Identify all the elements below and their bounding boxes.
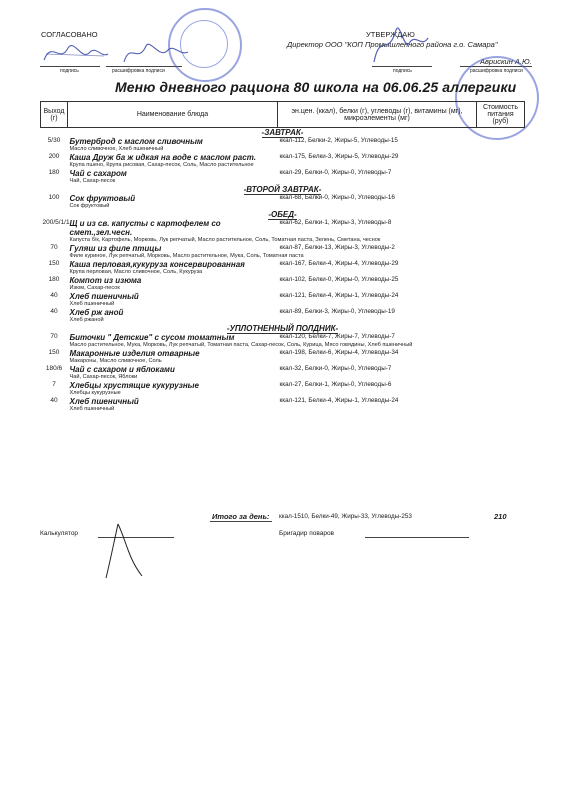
dish-cost (477, 244, 525, 253)
dish-nutrition: ккал-175, Белки-3, Жиры-5, Углеводы-29 (279, 153, 399, 160)
section-row (41, 210, 525, 219)
dish-cost (477, 194, 525, 203)
dish-nutrition: ккал-89, Белки-3, Жиры-0, Углеводы-19 (279, 308, 395, 315)
approve-label: УТВЕРЖДАЮ (366, 30, 415, 39)
dish-output: 180/6 (45, 365, 63, 372)
dish-nutrition: ккал-120, Белки-7, Жиры-7, Углеводы-7 (279, 333, 395, 340)
dish-output: 100 (48, 194, 60, 201)
ingredients-row (41, 146, 525, 153)
menu-table (40, 101, 525, 413)
calculator-label: Калькулятор (40, 530, 79, 537)
total-nutrition: ккал-1510, Белки-49, Жиры-33, Углеводы-253 (279, 513, 412, 520)
section-title (41, 210, 525, 219)
dish-output: 180 (48, 276, 60, 283)
dish-cost (477, 276, 525, 285)
dish-cell (68, 365, 278, 374)
dish-cell (68, 276, 278, 285)
dish-name: Каша Друж ба ж идкая на воде с маслом раст. (69, 153, 256, 162)
col-header-name: Наименование блюда (68, 102, 278, 128)
dish-ingredients: Макароны, Масло сливочное, Соль (69, 358, 162, 364)
section-row (41, 185, 525, 194)
ingredients-spacer (41, 269, 68, 276)
ingredients-row (41, 374, 525, 381)
calculator-signature (98, 522, 148, 582)
dish-nutrition: ккал-198, Белки-6, Жиры-4, Углеводы-34 (279, 349, 399, 356)
dish-output: 200 (48, 153, 60, 160)
dish-ingredients: Хлебцы кукурузные (69, 390, 121, 396)
ingredients-cell (68, 301, 525, 308)
ingredients-cell (68, 406, 525, 413)
ingredients-row (41, 285, 525, 292)
dish-cell (68, 292, 278, 301)
table-row (41, 397, 525, 406)
table-row (41, 219, 525, 237)
director-position: Директор ООО "КОП Промышленного района г.о. Самара" (287, 40, 498, 49)
dish-cost (477, 333, 525, 342)
dish-cell (68, 381, 278, 390)
table-row (41, 333, 525, 342)
dish-cell (68, 153, 278, 162)
ingredients-spacer (41, 237, 68, 244)
chef-label: Бригадир поваров (279, 530, 335, 537)
ingredients-cell (68, 253, 525, 260)
section-title-text: -ВТОРОЙ ЗАВТРАК- (243, 185, 322, 194)
dish-nutrition: ккал-121, Белки-4, Жиры-1, Углеводы-24 (279, 292, 399, 299)
dish-nutrition: ккал-87, Белки-13, Жиры-3, Углеводы-2 (279, 244, 395, 251)
dish-nutrition: ккал-102, Белки-0, Жиры-0, Углеводы-25 (279, 276, 399, 283)
dish-ingredients: Капуста б/к, Картофель, Морковь, Лук репчатый, Масло растительное, Соль, Томатная паста, Зелень, Сметана, чеснок (69, 237, 381, 243)
ingredients-spacer (41, 317, 68, 324)
dish-ingredients: Изюм, Сахар-песок (69, 285, 120, 291)
dish-nutrition: ккал-167, Белки-4, Жиры-4, Углеводы-29 (279, 260, 399, 267)
ingredients-spacer (41, 285, 68, 292)
right-caption-decode: расшифровка подписи (470, 68, 523, 74)
director-name: Аврискин А.Ю. (480, 57, 532, 66)
section-title (41, 324, 525, 333)
ingredients-row (41, 358, 525, 365)
section-title-text: -УПЛОТНЕННЫЙ ПОЛДНИК- (226, 324, 339, 333)
dish-ingredients: Крупа пшено, Крупа рисовая, Сахар-песок, Соль, Масло растительное (69, 162, 254, 168)
ingredients-row (41, 203, 525, 210)
dish-ingredients: Сок фруктовый (69, 203, 110, 209)
dish-output: 150 (48, 349, 60, 356)
dish-cell (68, 219, 278, 237)
dish-name: Гуляш из филе птицы (69, 244, 162, 253)
dish-cost (477, 365, 525, 374)
dish-name: Макаронные изделия отварные (69, 349, 200, 358)
dish-cost (477, 219, 525, 237)
dish-name: Биточки " Детские" с сусом томатным (69, 333, 235, 342)
dish-cost (477, 153, 525, 162)
section-row (41, 128, 525, 138)
table-row (41, 292, 525, 301)
ingredients-row (41, 237, 525, 244)
table-row (41, 137, 525, 146)
ingredients-cell (68, 285, 525, 292)
ingredients-spacer (41, 342, 68, 349)
ingredients-spacer (41, 162, 68, 169)
ingredients-cell (68, 178, 525, 185)
col-header-out: Выход (г) (41, 102, 68, 128)
dish-cost (477, 349, 525, 358)
ingredients-row (41, 178, 525, 185)
ingredients-spacer (41, 358, 68, 365)
dish-name: Чай с сахаром и яблоками (69, 365, 175, 374)
ingredients-spacer (41, 178, 68, 185)
ingredients-spacer (41, 406, 68, 413)
dish-cell (68, 308, 278, 317)
dish-nutrition: ккал-32, Белки-0, Жиры-0, Углеводы-7 (279, 365, 392, 372)
dish-output: 5/30 (47, 137, 61, 144)
table-row (41, 169, 525, 178)
dish-nutrition: ккал-62, Белки-1, Жиры-3, Углеводы-8 (279, 219, 392, 226)
dish-cell (68, 194, 278, 203)
page-title: Меню дневного рациона 80 школа на 06.06.25 аллергики (115, 79, 517, 95)
dish-ingredients: Масло растительное, Мука, Морковь, Лук репчатый, Томатная паста, Сахар-песок, Соль, Курица, Мясо говядины, Хлеб пшеничный (69, 342, 413, 348)
ingredients-row (41, 269, 525, 276)
ingredients-row (41, 301, 525, 308)
dish-nutrition: ккал-121, Белки-4, Жиры-1, Углеводы-24 (279, 397, 399, 404)
dish-output: 40 (50, 397, 58, 404)
section-title (41, 128, 525, 138)
dish-name: Чай с сахаром (69, 169, 127, 178)
dish-ingredients: Масло сливочное, Хлеб пшеничный (69, 146, 164, 152)
right-signature-line (372, 66, 432, 67)
dish-nutrition: ккал-112, Белки-2, Жиры-5, Углеводы-15 (279, 137, 398, 144)
dish-cell (68, 260, 278, 269)
section-row (41, 324, 525, 333)
table-row (41, 194, 525, 203)
chef-sign-line (365, 537, 469, 538)
dish-name: Сок фруктовый (69, 194, 136, 203)
dish-ingredients: Хлеб пшеничный (69, 406, 115, 412)
ingredients-row (41, 317, 525, 324)
ingredients-spacer (41, 146, 68, 153)
dish-cost (477, 260, 525, 269)
dish-nutrition: ккал-29, Белки-0, Жиры-0, Углеводы-7 (279, 169, 392, 176)
dish-name: Хлеб пшеничный (69, 292, 139, 301)
table-row (41, 308, 525, 317)
left-caption-signature: подпись (60, 68, 79, 74)
dish-cost (477, 292, 525, 301)
ingredients-row (41, 406, 525, 413)
dish-ingredients: Филе куриное, Лук репчатый, Морковь, Масло растительное, Мука, Соль, Томатная паста (69, 253, 304, 259)
section-title (41, 185, 525, 194)
table-row (41, 260, 525, 269)
ingredients-spacer (41, 390, 68, 397)
seal-stamp-left-inner (180, 20, 228, 68)
total-underline (210, 521, 272, 522)
dish-name: Хлебцы хрустящие кукурузные (69, 381, 199, 390)
table-row (41, 244, 525, 253)
ingredients-spacer (41, 374, 68, 381)
dish-output: 7 (52, 381, 56, 388)
dish-ingredients: Хлеб пшеничный (69, 301, 115, 307)
dish-nutrition: ккал-27, Белки-1, Жиры-0, Углеводы-6 (279, 381, 392, 388)
dish-cell (68, 244, 278, 253)
col-header-cost: Стоимость питания (руб) (477, 102, 525, 128)
ingredients-row (41, 162, 525, 169)
ingredients-cell (68, 269, 525, 276)
left-caption-decode: расшифровка подписи (112, 68, 165, 74)
table-row (41, 349, 525, 358)
dish-cell (68, 349, 278, 358)
dish-cell (68, 169, 278, 178)
table-row (41, 276, 525, 285)
ingredients-spacer (41, 301, 68, 308)
dish-cost (477, 308, 525, 317)
ingredients-cell (68, 390, 525, 397)
dish-ingredients: Крупа перловая, Масло сливочное, Соль, Кукуруза (69, 269, 203, 275)
ingredients-cell (68, 146, 525, 153)
ingredients-cell (68, 358, 525, 365)
table-row (41, 381, 525, 390)
dish-cost (477, 397, 525, 406)
ingredients-row (41, 342, 525, 349)
dish-output: 70 (50, 244, 58, 251)
dish-nutrition: ккал-68, Белки-0, Жиры-0, Углеводы-16 (279, 194, 395, 201)
ingredients-cell (68, 342, 525, 349)
dish-name: Хлеб рж аной (69, 308, 124, 317)
table-row (41, 365, 525, 374)
dish-ingredients: Хлеб ржаной (69, 317, 104, 323)
dish-cell (68, 137, 278, 146)
dish-ingredients: Чай, Сахар-песок (69, 178, 116, 184)
ingredients-cell (68, 162, 525, 169)
right-caption-signature: подпись (393, 68, 412, 74)
approved-label: СОГЛАСОВАНО (41, 30, 98, 39)
ingredients-spacer (41, 253, 68, 260)
dish-ingredients: Чай, Сахар-песок, Яблоки (69, 374, 138, 380)
section-title-text: -ОБЕД- (268, 210, 297, 219)
ingredients-row (41, 253, 525, 260)
ingredients-spacer (41, 203, 68, 210)
dish-output: 40 (50, 308, 58, 315)
table-row (41, 153, 525, 162)
dish-output: 70 (50, 333, 58, 340)
dish-name: Хлеб пшеничный (69, 397, 139, 406)
dish-name: Каша перловая,кукуруза консервированная (69, 260, 245, 269)
dish-output: 200/5/1/1 (42, 219, 70, 226)
ingredients-row (41, 390, 525, 397)
ingredients-cell (68, 317, 525, 324)
total-cost: 210 (494, 512, 507, 521)
dish-cost (477, 137, 525, 146)
dish-cell (68, 333, 278, 342)
dish-name: Компот из изюма (69, 276, 142, 285)
ingredients-cell (68, 237, 525, 244)
dish-output: 180 (48, 169, 60, 176)
right-signature (370, 22, 430, 66)
total-label: Итого за день: (212, 512, 270, 521)
ingredients-cell (68, 374, 525, 381)
dish-output: 40 (50, 292, 58, 299)
ingredients-cell (68, 203, 525, 210)
dish-cost (477, 381, 525, 390)
dish-output: 150 (48, 260, 60, 267)
dish-name: Бутерброд с маслом сливочным (69, 137, 203, 146)
col-header-nutrition: эн.цен. (ккал), белки (г), углеводы (г), витамины (мг), микроэлементы (мг) (278, 102, 477, 128)
section-title-text: -ЗАВТРАК- (261, 128, 304, 137)
dish-cost (477, 169, 525, 178)
dish-name: Щ и из св. капусты с картофелем со смет.,зел.чесн. (69, 219, 221, 237)
dish-cell (68, 397, 278, 406)
